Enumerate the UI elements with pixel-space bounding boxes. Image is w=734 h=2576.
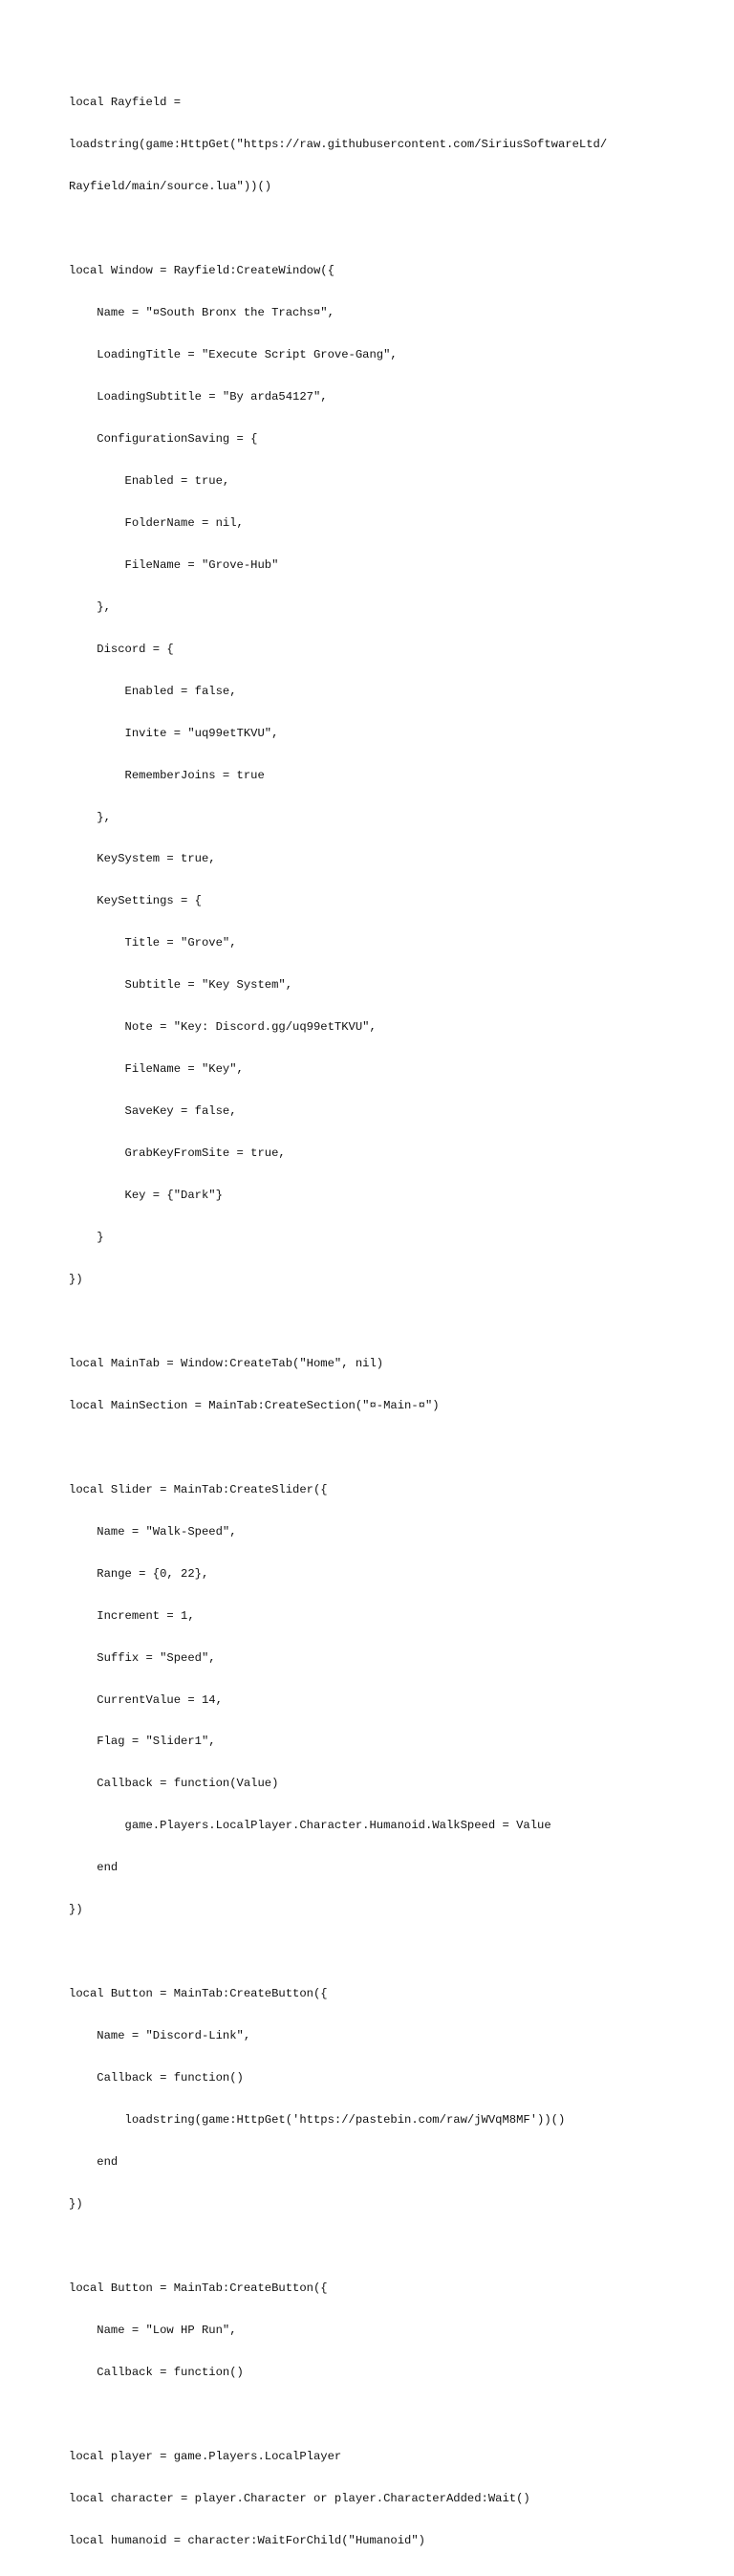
code-line: loadstring(game:HttpGet("https://raw.githubusercontent.com/SiriusSoftwareLtd/: [69, 138, 608, 152]
code-line: game.Players.LocalPlayer.Character.Humanoid.WalkSpeed = Value: [69, 1819, 551, 1833]
code-line: local Rayfield =: [69, 96, 182, 110]
code-line: }: [69, 1231, 104, 1245]
code-line: Subtitle = "Key System",: [69, 978, 293, 993]
code-line: Name = "¤South Bronx the Trachs¤",: [69, 306, 335, 320]
code-line: },: [69, 600, 111, 614]
code-line: Key = {"Dark"}: [69, 1189, 223, 1203]
code-line: Callback = function(): [69, 2071, 244, 2085]
code-line: GrabKeyFromSite = true,: [69, 1146, 286, 1161]
code-line: local Button = MainTab:CreateButton({: [69, 1987, 328, 2001]
code-line: Flag = "Slider1",: [69, 1735, 216, 1749]
code-line: },: [69, 810, 111, 824]
code-line: Title = "Grove",: [69, 936, 237, 950]
code-line: local character = player.Character or player.CharacterAdded:Wait(): [69, 2491, 530, 2505]
code-line: [69, 1315, 719, 1329]
code-line: local humanoid = character:WaitForChild("Humanoid"): [69, 2533, 425, 2547]
code-line: [69, 1441, 719, 1455]
code-line: KeySettings = {: [69, 894, 202, 908]
code-line: Enabled = false,: [69, 684, 237, 698]
code-line: local MainTab = Window:CreateTab("Home", nil): [69, 1356, 384, 1370]
code-line: local Button = MainTab:CreateButton({: [69, 2281, 328, 2295]
code-line: LoadingSubtitle = "By arda54127",: [69, 389, 328, 404]
code-line: CurrentValue = 14,: [69, 1692, 223, 1707]
code-line: local Window = Rayfield:CreateWindow({: [69, 264, 335, 278]
code-line: [69, 1945, 719, 1959]
code-line: Name = "Low HP Run",: [69, 2323, 237, 2337]
code-line: Discord = {: [69, 642, 174, 656]
code-line: ConfigurationSaving = {: [69, 431, 258, 446]
code-line: Increment = 1,: [69, 1608, 195, 1623]
code-line: end: [69, 2155, 119, 2170]
code-line: SaveKey = false,: [69, 1104, 237, 1119]
code-line: FileName = "Grove-Hub": [69, 557, 279, 572]
code-line: [69, 2239, 719, 2254]
code-line: local MainSection = MainTab:CreateSection("¤-Main-¤"): [69, 1398, 440, 1412]
code-line: Enabled = true,: [69, 473, 230, 488]
code-line: }): [69, 1903, 83, 1917]
code-line: FileName = "Key",: [69, 1062, 244, 1077]
code-line: Callback = function(Value): [69, 1777, 279, 1791]
code-line: KeySystem = true,: [69, 852, 216, 866]
code-block: [69, 68, 719, 2576]
code-line: }): [69, 2196, 83, 2211]
code-line: Rayfield/main/source.lua"))(): [69, 180, 272, 194]
code-line: Suffix = "Speed",: [69, 1650, 216, 1665]
code-line: Range = {0, 22},: [69, 1566, 209, 1581]
code-line: [69, 2408, 719, 2422]
code-line: local Slider = MainTab:CreateSlider({: [69, 1482, 328, 1496]
code-line: Name = "Discord-Link",: [69, 2029, 251, 2043]
code-line: }): [69, 1273, 83, 1286]
code-line: Note = "Key: Discord.gg/uq99etTKVU",: [69, 1020, 377, 1035]
code-line: loadstring(game:HttpGet('https://pastebin.com/raw/jWVqM8MF'))(): [69, 2113, 566, 2128]
code-line: [69, 222, 719, 236]
code-line: FolderName = nil,: [69, 515, 244, 530]
code-line: RememberJoins = true: [69, 768, 265, 782]
code-line: Name = "Walk-Speed",: [69, 1524, 237, 1539]
code-line: end: [69, 1861, 119, 1875]
code-line: Callback = function(): [69, 2365, 244, 2379]
code-line: LoadingTitle = "Execute Script Grove-Gang",: [69, 348, 398, 362]
code-line: Invite = "uq99etTKVU",: [69, 726, 279, 740]
code-line: local player = game.Players.LocalPlayer: [69, 2449, 342, 2463]
